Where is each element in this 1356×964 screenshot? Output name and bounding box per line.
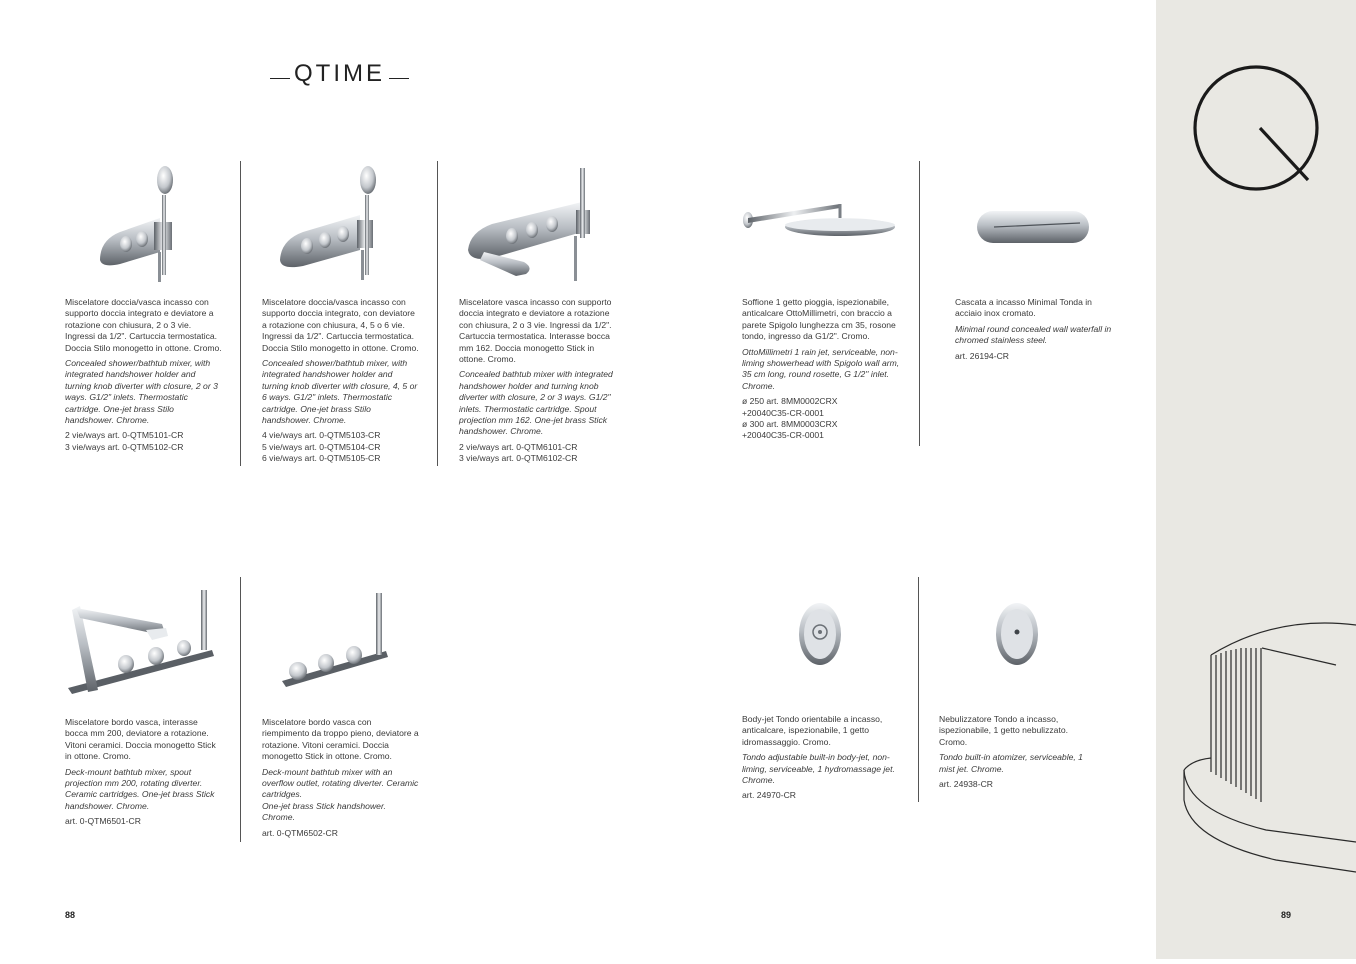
product-image-rain-showerhead	[740, 190, 900, 250]
description-english: OttoMillimetri 1 rain jet, serviceable, non-liming showerhead with Spigolo wall arm, 35 cm long, round rosette, G 1/2'' inlet. Chrome.	[742, 346, 900, 391]
description-english: Concealed shower/bathtub mixer, with integrated handshower holder and turning knob diverter with closure, 4, 5 or 6 ways. G1/2" inlets. Thermostatic cartridge. One-jet brass Stilo handshower. Chrome.	[262, 358, 418, 426]
article-codes	[939, 779, 1097, 790]
description-italian: Miscelatore doccia/vasca incasso con supporto doccia integrato, con deviatore a rotazione con chiusura, 4, 5 o 6 vie. Ingressi da 1/2". Cartuccia termostatica. Doccia Stilo monogetto in ottone. Cromo.	[262, 297, 419, 353]
column-divider	[918, 577, 919, 802]
article-code: 3 vie/ways art. 0-QTM5102-CR	[65, 441, 184, 452]
article-code: art. 26194-CR	[955, 350, 1009, 361]
article-codes	[65, 816, 223, 827]
product-description	[262, 717, 420, 839]
article-codes	[262, 828, 420, 839]
description-italian: Miscelatore bordo vasca con riempimento da troppo pieno, deviatore a rotazione. Vitoni ceramici. Doccia monogetto Stick in ottone. Cromo.	[262, 717, 419, 762]
right-sidebar-panel	[1156, 0, 1356, 959]
article-code: 4 vie/ways art. 0-QTM5103-CR	[262, 430, 381, 441]
column-divider	[437, 161, 438, 466]
description-english-line: Chrome.	[262, 812, 295, 823]
description-italian: Body-jet Tondo orientabile a incasso, anticalcare, ispezionabile, 1 getto idromassaggio. Cromo.	[742, 714, 883, 747]
column-divider	[919, 161, 920, 446]
product-description	[262, 297, 420, 465]
article-code: +20040C35-CR-0001	[742, 407, 824, 418]
article-code: 5 vie/ways art. 0-QTM5104-CR	[262, 441, 381, 452]
product-image-deck-mount-mixer-overflow	[278, 585, 398, 690]
description-english: Tondo adjustable built-in body-jet, non-liming, serviceable, 1 hydromassage jet. Chrome.	[742, 752, 895, 786]
product-description	[65, 297, 223, 453]
description-english	[262, 767, 420, 824]
brand-dash-left	[270, 78, 290, 79]
article-code: ø 250 art. 8MM0002CRX	[742, 396, 838, 407]
article-code: art. 24938-CR	[939, 779, 993, 790]
product-image-shower-mixer-4-6-ways	[275, 160, 415, 290]
description-italian: Miscelatore doccia/vasca incasso con supporto doccia integrato e deviatore a rotazione con chiusura, 2 o 3 vie. Ingressi da 1/2". Cartuccia termostatica. Doccia Stilo monogetto in ottone. Cromo.	[65, 297, 222, 353]
article-code: 2 vie/ways art. 0-QTM6101-CR	[459, 441, 578, 452]
description-italian: Miscelatore vasca incasso con supporto doccia integrato e deviatore a rotazione con chiusura, 2 o 3 vie. Ingressi da 1/2". Cartuccia termostatica. Interasse bocca mm 162. Doccia monogetto Stick in ottone. Cromo.	[459, 297, 612, 365]
description-english: Minimal round concealed wall waterfall in chromed stainless steel.	[955, 323, 1112, 346]
product-image-atomizer	[992, 600, 1042, 670]
article-code: art. 0-QTM6502-CR	[262, 827, 338, 838]
description-italian: Miscelatore bordo vasca, interasse bocca mm 200, deviatore a rotazione. Vitoni ceramici. Doccia monogetto Stick in ottone. Cromo.	[65, 717, 216, 762]
description-english: Deck-mount bathtub mixer, spout projection mm 200, rotating diverter. Ceramic cartridges. One-jet brass Stick handshower. Chrome.	[65, 766, 215, 811]
product-description	[742, 714, 900, 802]
brand-dash-right	[389, 78, 409, 79]
article-code: ø 300 art. 8MM0003CRX	[742, 419, 838, 430]
product-description	[742, 297, 900, 442]
product-image-bathtub-mixer-with-spout	[462, 160, 602, 290]
description-english-line: One-jet brass Stick handshower.	[262, 800, 386, 811]
article-code: art. 0-QTM6501-CR	[65, 816, 141, 827]
description-italian: Soffione 1 getto pioggia, ispezionabile, anticalcare OttoMillimetri, con braccio a parete Spigolo lunghezza cm 35, rosone tondo, ingresso da G1/2". Cromo.	[742, 297, 896, 342]
description-english-line: Deck-mount bathtub mixer with an overflow outlet, rotating diverter. Ceramic cartridges.	[262, 766, 419, 800]
product-image-body-jet	[795, 600, 845, 670]
description-english: Concealed shower/bathtub mixer, with integrated handshower holder and turning knob diverter with closure, 2 or 3 ways. G1/2" inlets. Thermostatic cartridge. One-jet brass Stilo handshower. Chrome.	[65, 358, 218, 426]
article-codes	[65, 430, 223, 453]
description-english: Tondo built-in atomizer, serviceable, 1 mist jet. Chrome.	[939, 752, 1083, 774]
brand-title	[266, 60, 413, 88]
page-number-left: 88	[65, 910, 76, 920]
description-italian: Nebulizzatore Tondo a incasso, ispezionabile, 1 getto nebulizzato. Cromo.	[939, 714, 1068, 747]
article-code: 3 vie/ways art. 0-QTM6102-CR	[459, 453, 578, 464]
product-image-shower-mixer-2-3-ways	[90, 160, 230, 290]
article-codes	[459, 442, 617, 465]
article-code: 2 vie/ways art. 0-QTM5101-CR	[65, 430, 184, 441]
article-code: 6 vie/ways art. 0-QTM5105-CR	[262, 453, 381, 464]
product-description	[939, 714, 1097, 790]
product-description	[955, 297, 1113, 362]
product-description	[65, 717, 223, 828]
qtime-logo-illustration	[1156, 0, 1356, 959]
article-codes	[742, 396, 900, 442]
description-english: Concealed bathtub mixer with integrated handshower holder and turning knob diverter with closure, 2 or 3 ways. G1/2" inlets. Thermostatic cartridge. Spout projection mm 162. One-jet brass Stick handshower. Chrome.	[459, 369, 613, 437]
article-codes	[955, 351, 1113, 362]
brand-name: QTIME	[294, 60, 385, 87]
product-description	[459, 297, 617, 465]
product-image-wall-waterfall	[972, 205, 1092, 250]
article-code: +20040C35-CR-0001	[742, 430, 824, 441]
article-codes	[742, 790, 900, 801]
column-divider	[240, 577, 241, 842]
article-codes	[262, 430, 420, 464]
article-code: art. 24970-CR	[742, 790, 796, 801]
page-number-right: 89	[1281, 910, 1292, 920]
description-italian: Cascata a incasso Minimal Tonda in acciaio inox cromato.	[955, 297, 1092, 319]
product-image-deck-mount-bathtub-mixer	[62, 580, 222, 700]
column-divider	[240, 161, 241, 466]
